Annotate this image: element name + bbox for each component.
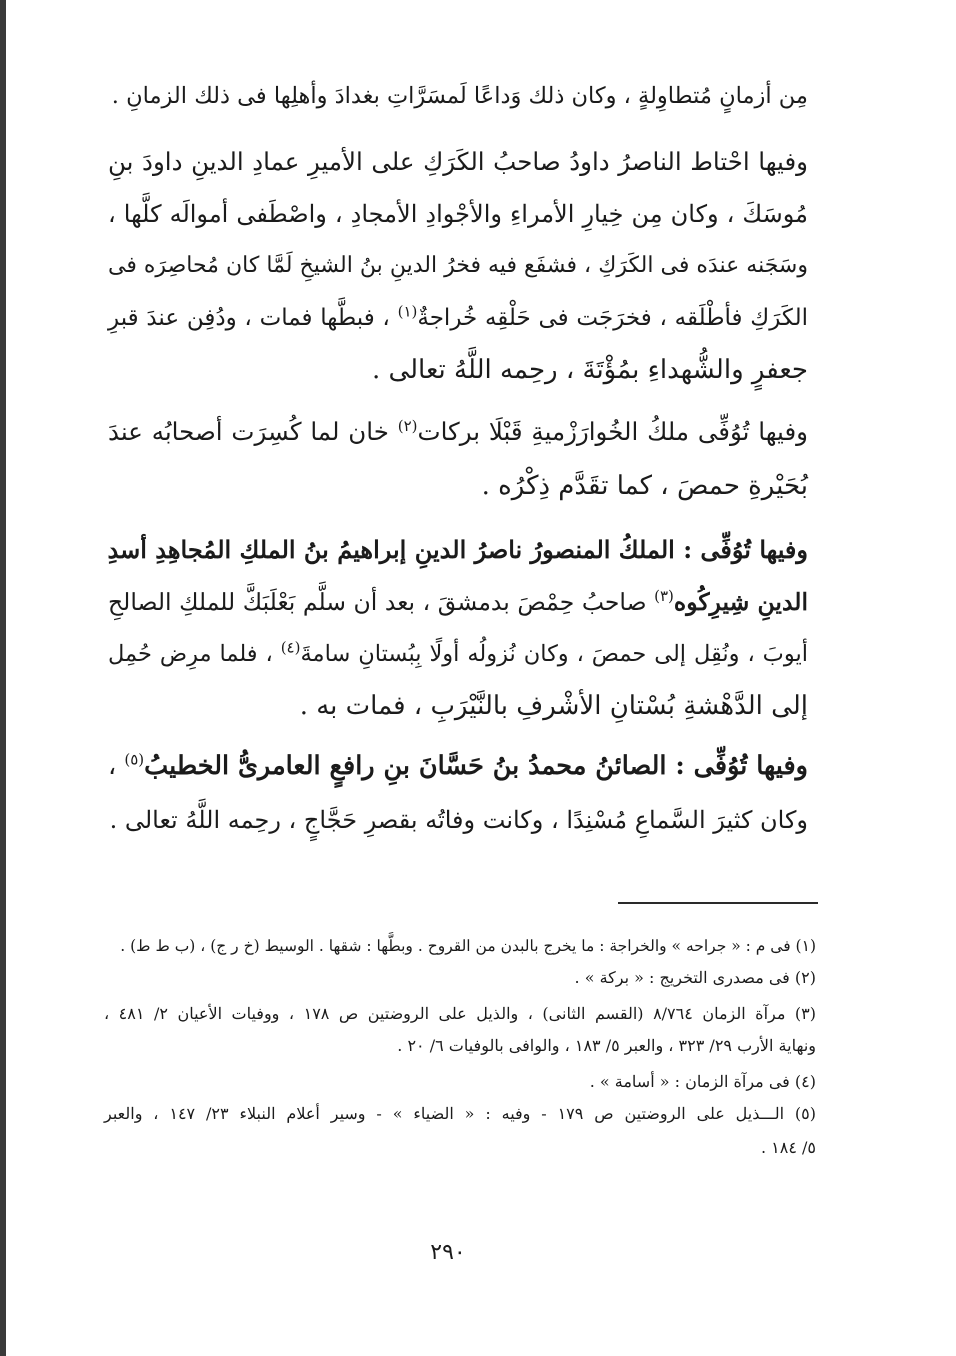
footnote-separator: [618, 902, 818, 904]
footnote-ref-1: (١): [397, 302, 418, 321]
body-line-6: جعفرٍ والشُّهداءِ بمُؤْتَةَ ، رحِمه اللَّهُ تعالى .: [371, 355, 808, 385]
body-line-3: مُوسَكَ ، وكان مِن خِيارِ الأمراءِ والأجْوادِ الأمجادِ ، واصْطَفى أموالَه كلَّها ،: [108, 200, 808, 228]
body-line-11: [108, 634, 808, 674]
body-line-10-part-2: صاحبُ حِمْصَ بدمشقَ ، بعد أن سلَّم بَعْلَبَكَّ للملكِ الصالحِ: [108, 588, 647, 616]
footnote-1: (١) فى م : « جراحه » والخراجة : ما يخرج بالبدن من القروح . وبطَّها : شقها . الوسيط (خ ر ج) ، (ب ط ط) .: [120, 937, 816, 955]
body-line-1: مِن أزمانٍ مُتطاوِلةٍ ، وكان ذلك وَداعًا لَمسَرَّاتِ بغدادَ وأهلِها فى ذلك الزمانِ .: [111, 83, 808, 109]
body-line-7-part-2: خان لما كُسِرَت أصحابُه عندَ: [108, 417, 389, 446]
body-line-8: بُحَيْرةِ حمصَ ، كما تقَدَّم ذِكْرُه .: [481, 471, 808, 501]
body-line-2: وفيها احْتاط الناصرُ داودُ صاحبُ الكَرَكِ على الأميرِ عمادِ الدينِ داودَ بنِ: [108, 147, 808, 176]
footnote-5-line-1: (٥) الـــذيل على الروضتين ص ١٧٩ - وفيه : « الضياء » - وسير أعلام النبلاء ٢٣/ ١٤٧ ، والعبر: [104, 1104, 817, 1123]
body-line-11-part-1: أيوبَ ، ونُقِل إلى حمصَ ، وكان نُزولُه أولًا بِبُستانِ سامةَ: [300, 641, 808, 667]
footnote-ref-5: (٥): [124, 750, 145, 769]
footnote-2: (٢) فى مصدرى التخريج : « بركة » .: [574, 968, 816, 987]
page-number: ٢٩٠: [430, 1240, 466, 1265]
body-line-5-part-2: ، فبطَّها فمات ، ودُفِن عندَ قبرِ: [108, 305, 390, 331]
body-line-12: إلى الدَّهْشةِ بُسْتانِ الأشْرفِ بالنَّيْرَبِ ، فمات به .: [299, 691, 808, 721]
body-line-5-part-1: الكَرَكِ فأطْلَقه ، فخرَجَت فى حَلْقِه خُراجةٌ: [417, 305, 808, 331]
footnote-3-line-1: (٣) مرآة الزمان ٨/٧٦٤ (القسم الثانى) ، والذيل على الروضتين ص ١٧٨ ، ووفيات الأعيان ٢/ ٤٨١ ،: [104, 1004, 817, 1023]
body-line-7: [108, 412, 808, 452]
footnote-ref-3: (٣): [654, 587, 674, 606]
body-line-14: وكان كثيرَ السَّماعِ مُسْنِدًا ، وكانت وفاتُه بقصرِ حَجَّاجٍ ، رحِمه اللَّهُ تعالى .: [109, 806, 808, 834]
footnote-3-line-2: ونهاية الأرب ٢٩/ ٣٢٣ ، والعبر ٥/ ١٨٣ ، والوافى بالوفيات ٦/ ٢٠ .: [397, 1036, 816, 1055]
entry-heading-shirkuh: الدينِ شِيرِكُوه: [673, 588, 808, 616]
body-line-7-part-1: وفيها تُوُفِّى ملكُ الخُوارَزْميةِ قَبْلَا بركات: [417, 417, 808, 446]
body-line-5: [108, 298, 808, 338]
body-line-13-part-2: ،: [107, 751, 117, 781]
footnote-ref-4: (٤): [280, 638, 301, 657]
entry-heading-al-sa-in: وفيها تُوُفِّى : الصائنُ محمدُ بنُ حَسَّانَ بنِ رافعٍ العامرىُّ الخطيبُ: [144, 751, 808, 781]
entry-heading-al-mansur: وفيها تُوُفِّى : الملكُ المنصورُ ناصرُ الدينِ إبراهيمُ بنُ الملكِ المُجاهِدِ أسدِ: [107, 535, 808, 564]
footnote-5-line-2: ٥/ ١٨٤ .: [760, 1138, 816, 1157]
body-line-4: وسَجَنه عندَه فى الكَرَكِ ، فشفَع فيه فخرُ الدينِ بنُ الشيخِ لَمَّا كان مُحاصِرَه فى: [108, 253, 808, 278]
footnote-4: (٤) فى مرآة الزمان : « أسامة » .: [589, 1072, 816, 1091]
footnote-ref-2: (٢): [397, 416, 418, 435]
body-line-10: [108, 582, 808, 622]
body-line-11-part-2: ، فلما مرِض حُمِل: [108, 641, 273, 667]
body-line-13: [108, 746, 808, 786]
